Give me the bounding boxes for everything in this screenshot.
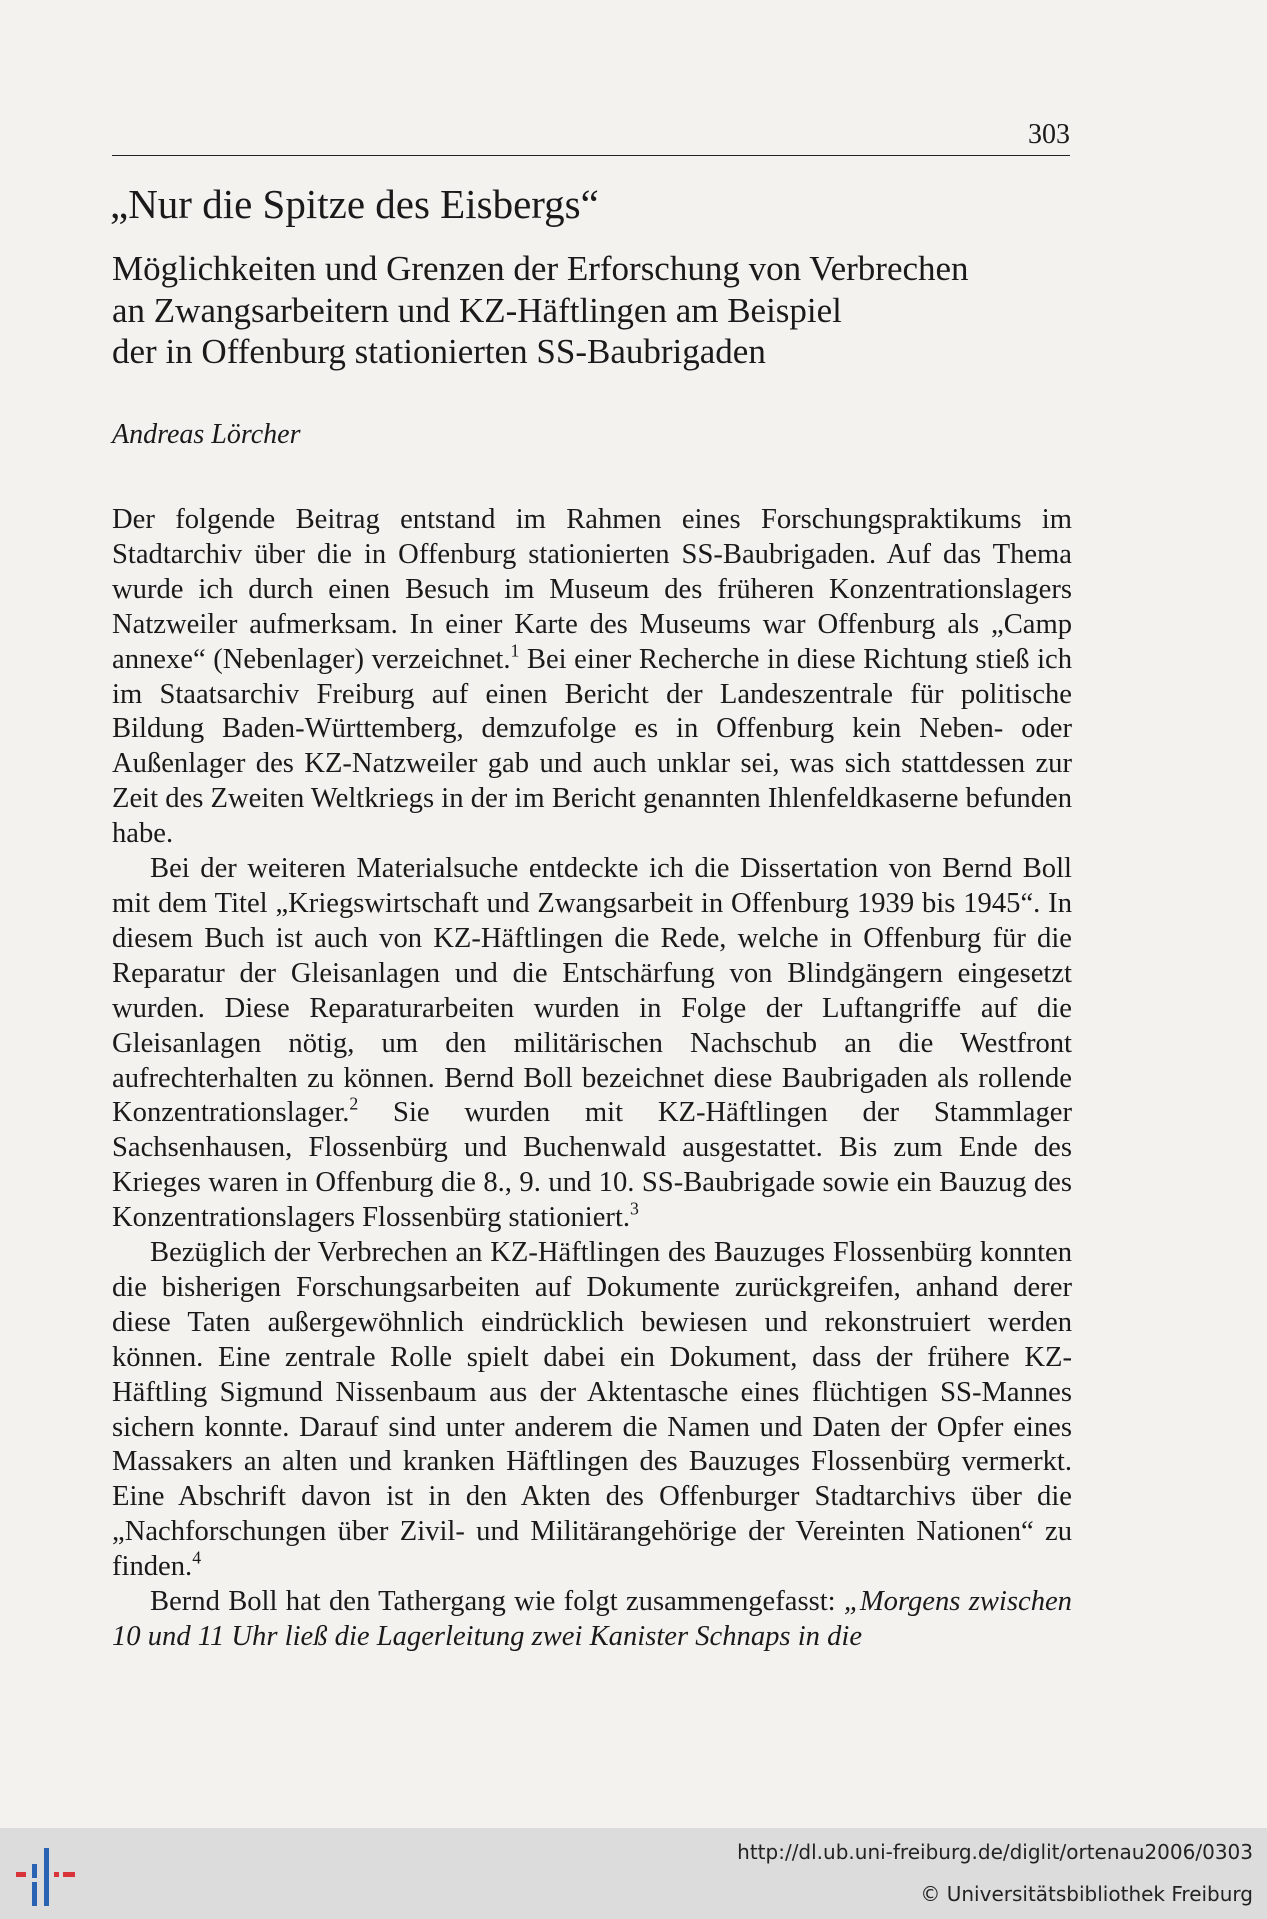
paragraph — [112, 1585, 1072, 1655]
paragraph-text: Sie wurden mit KZ-Häftlingen der Stammlager Sachsenhausen, Flossenbürg und Buchenwald ausgestattet. Bis zum Ende des Krieges waren in Offenburg die 8., 9. und 10. SS-Baubrigade sowie ein Bauzug des Konzentrationslagers Flossenbürg stationiert. — [112, 1097, 1072, 1234]
footer-url-link[interactable]: http://dl.ub.uni-freiburg.de/diglit/ortenau2006/0303 — [737, 1840, 1253, 1864]
footnote-ref[interactable]: 4 — [192, 1547, 202, 1568]
paragraph-text: Bezüglich der Verbrechen an KZ-Häftlingen des Bauzuges Flossenbürg konnten die bisherigen Forschungsarbeiten auf Dokumente zurückgreifen, anhand derer diese Taten außergewöhnlich eindrücklich bewiesen und rekonstruiert werden können. Eine zentrale Rolle spielt dabei ein Dokument, dass der frühere KZ-Häftling Sigmund Nissenbaum aus der Aktentasche eines flüchtigen SS-Mannes sichern konnte. Darauf sind unter anderem die Namen und Daten der Opfer eines Massakers an alten und kranken Häftlingen des Bauzuges Flossenbürg vermerkt. Eine Abschrift davon ist in den Akten des Offenburger Stadtarchivs über die „Nachforschungen über Zivil- und Militärangehörige der Vereinten Nationen“ zu finden. — [112, 1237, 1072, 1583]
header-rule — [112, 155, 1070, 156]
page-number: 303 — [1028, 119, 1070, 150]
article-subtitle — [112, 248, 1072, 373]
paragraph-text: Bernd Boll hat den Tathergang wie folgt zusammengefasst: — [150, 1586, 844, 1618]
footer-copyright: © Universitätsbibliothek Freiburg — [920, 1882, 1253, 1906]
library-logo-icon — [14, 1848, 80, 1906]
footnote-ref[interactable]: 3 — [630, 1198, 639, 1219]
article-title: „Nur die Spitze des Eisbergs“ — [110, 181, 599, 227]
paragraph-text: Bei einer Recherche in diese Richtung stieß ich im Staatsarchiv Freiburg auf einen Bericht der Landeszentrale für politische Bildung Baden-Württemberg, demzufolge es in Offenburg kein Neben- oder Außenlager des KZ-Natzweiler gab und auch unklar sei, was sich stattdessen zur Zeit des Zweiten Weltkriegs in der im Bericht genannten Ihlenfeldkaserne befunden habe. — [112, 643, 1072, 850]
footnote-ref[interactable]: 1 — [510, 640, 520, 661]
paragraph — [112, 852, 1072, 1236]
subtitle-line: an Zwangsarbeitern und KZ-Häftlingen am Beispiel — [112, 290, 842, 330]
paragraph — [112, 503, 1072, 852]
footer-bar — [0, 1828, 1267, 1919]
footnote-ref[interactable]: 2 — [349, 1093, 359, 1114]
paragraph — [112, 1236, 1072, 1585]
paragraph-text: Der folgende Beitrag entstand im Rahmen eines Forschungspraktikums im Stadtarchiv über die in Offenburg stationierten SS-Baubrigaden. Auf das Thema wurde ich durch einen Besuch im Museum des früheren Konzentrationslagers Natzweiler aufmerksam. In einer Karte des Museums war Offenburg als „Camp annexe“ (Nebenlager) verzeichnet. — [112, 504, 1072, 675]
author-name: Andreas Lörcher — [112, 419, 301, 450]
subtitle-line: Möglichkeiten und Grenzen der Erforschung von Verbrechen — [112, 249, 969, 288]
body-text — [112, 503, 1072, 1655]
paragraph-text: Bei der weiteren Materialsuche entdeckte ich die Dissertation von Bernd Boll mit dem Titel „Kriegswirtschaft und Zwangsarbeit in Offenburg 1939 bis 1945“. In diesem Buch ist auch von KZ-Häftlingen die Rede, welche in Offenburg für die Reparatur der Gleisanlagen und die Entschärfung von Blindgängern eingesetzt wurden. Diese Reparaturarbeiten wurden in Folge der Luftangriffe auf die Gleisanlagen nötig, um den militärischen Nachschub an die Westfront aufrechterhalten zu können. Bernd Boll bezeichnet diese Baubrigaden als rollende Konzentrationslager. — [112, 853, 1072, 1129]
quote-text: „Morgens zwischen 10 und 11 Uhr ließ die Lagerleitung zwei Kanister Schnaps in die — [112, 1586, 1072, 1652]
subtitle-line: der in Offenburg stationierten SS-Baubrigaden — [112, 332, 766, 371]
